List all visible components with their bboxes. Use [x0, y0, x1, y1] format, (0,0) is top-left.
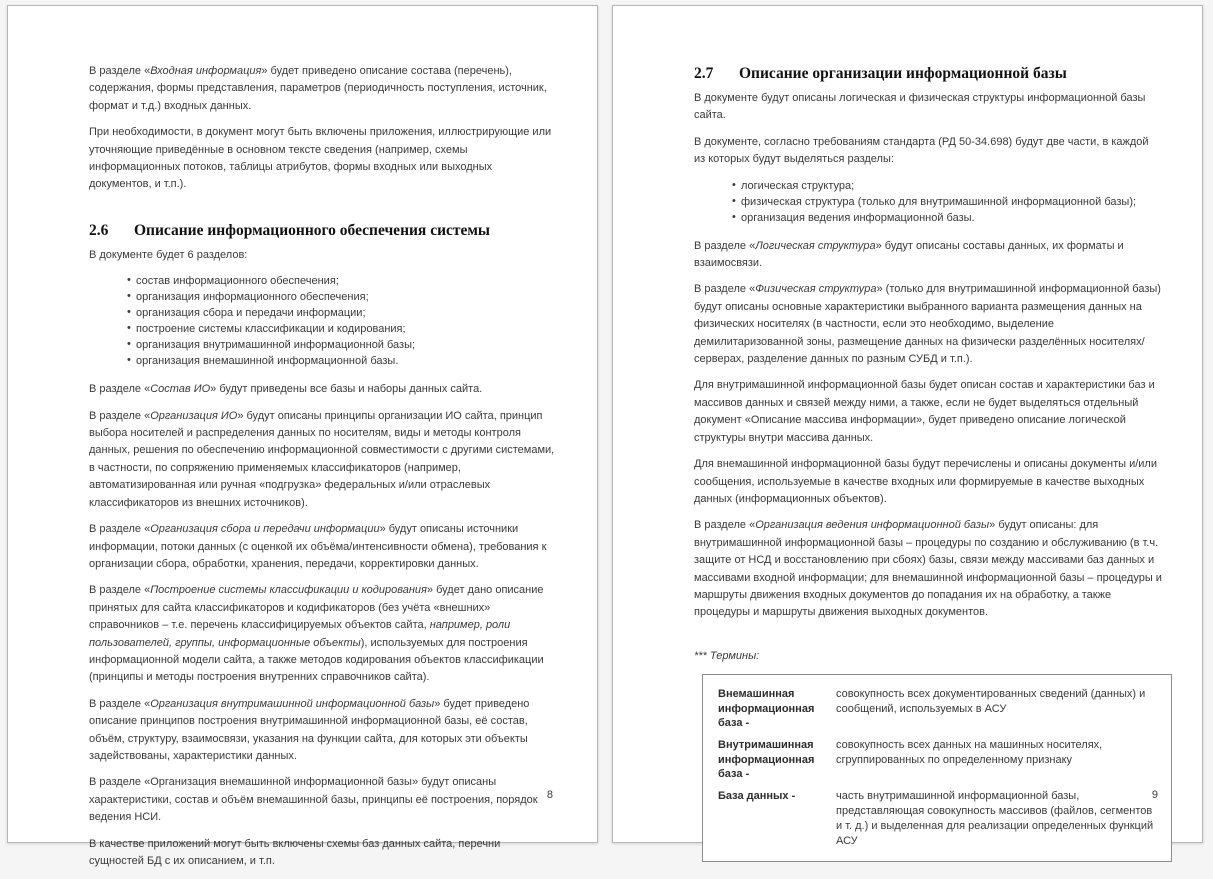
text-run: Состав ИО — [150, 383, 211, 396]
bullet-text: организация информационного обеспечения; — [136, 291, 369, 304]
bullet-text: состав информационного обеспечения; — [136, 275, 339, 288]
bullet-list — [89, 273, 557, 369]
paragraph — [694, 456, 1162, 508]
bullet-marker-icon: • — [127, 338, 131, 351]
text-run: » (только для внутримашинной информационной базы) будут описаны основные характеристики выбранного варианта размещения данных на физических носителях (в частности, если это необходимо, выделение демилитаризованной зоны, размещение данных на физически разделённых носителях/серверах, разделение данных по разным СУБД и т.п.). — [694, 283, 1161, 366]
text-run: В разделе « — [89, 65, 151, 77]
bullet-item — [694, 210, 1162, 226]
bullet-text: построение системы классификации и кодирования; — [136, 323, 406, 336]
text-run: Организация сбора и передачи информации — [150, 523, 380, 536]
section-number: 2.6 — [89, 221, 109, 239]
text-run: В разделе « — [89, 523, 151, 536]
bullet-item — [89, 353, 557, 369]
bullet-marker-icon: • — [127, 322, 131, 335]
bullet-marker-icon: • — [127, 306, 131, 319]
text-run: Для внемашинной информационной базы будут перечислены и описаны документы и/или сообщения, используемые в качестве входных или формируемые в качестве выходных данных (информационных объектов). — [694, 458, 1157, 505]
text-run: » будет приведено описание принципов построения внутримашинной информационной базы, её состав, объём, структуру, взаимосвязи, указания на функции сайта, для которых эти объекты задействованы, характеристики данных. — [89, 697, 530, 762]
bullet-marker-icon: • — [127, 274, 131, 287]
paragraph — [694, 90, 1162, 125]
text-run: Построение системы классификации и кодирования — [150, 584, 427, 597]
text-run: В разделе « — [89, 383, 151, 396]
text-run: Логическая структура — [755, 239, 876, 252]
text-run: В разделе «Организация внемашинной информационной базы» будут описаны характеристики, состав и объём внемашинной базы, принципы её построения, порядок ведения НСИ. — [89, 776, 538, 824]
text-run: В качестве приложений могут быть включены схемы баз данных сайта, перечни сущностей БД с их описанием, и т.п. — [89, 837, 501, 867]
term-name: База данных - — [718, 789, 796, 802]
term-name: Внутримашинная информационная база - — [718, 738, 815, 781]
term-row — [718, 687, 1157, 731]
terms-table — [702, 674, 1172, 861]
paragraph — [89, 63, 557, 115]
term-row — [718, 789, 1157, 850]
bullet-marker-icon: • — [732, 210, 736, 223]
bullet-item — [89, 289, 557, 305]
section-title: Описание организации информационной базы — [739, 65, 1067, 82]
text-run: Входная информация — [150, 65, 262, 77]
paragraph — [89, 582, 557, 686]
bullet-item — [694, 178, 1162, 194]
text-run: В разделе « — [694, 239, 756, 252]
text-run: *** Термины: — [694, 649, 760, 662]
text-run: » будут приведены все базы и наборы данных сайта. — [210, 383, 483, 396]
paragraph — [694, 134, 1162, 169]
text-run: » будут описаны источники информации, потоки данных (с оценкой их объёма/интенсивности обмена), требования к организации сбора, обработки, хранения, передачи, корректировки данных. — [89, 523, 547, 570]
bullet-text: физическая структура (только для внутримашинной информационной базы); — [741, 195, 1137, 208]
text-run: В разделе « — [694, 283, 756, 296]
text-run: Физическая структура — [755, 283, 877, 296]
text-run: В разделе « — [89, 697, 151, 710]
text-run: » будет приведено описание состава (перечень), содержания, формы представления, параметров (периодичность поступления, источник, формат и т.д.) входных данных. — [89, 65, 547, 112]
page-number: 8 — [546, 789, 553, 801]
text-run: В документе, согласно требованиям стандарта (РД 50-34.698) будут две части, в каждой из которых будут выделяться разделы: — [694, 135, 1149, 166]
paragraph — [89, 408, 557, 512]
paragraph — [89, 836, 557, 871]
text-run: » будут описаны: для внутримашинной информационной базы – процедуры по созданию и обслуживанию (в т.ч. защите от НСД и восстановлению при сбоях) базы, связи между массивами баз данных и массивами входной информации; для внемашинной информационной базы – процедуры и маршруты движения входных документов до попадания их на обработку, а также процедуры и маршруты движения выходных документов. — [694, 519, 1162, 619]
text-run: » будут описаны принципы организации ИО сайта, принцип выбора носителей и распределения данных по носителям, виды и методы контроля данных, решения по обеспечению информационной совместимости с другими системами, в частности, по сопряжению применяемых классификаторов (например, автоматизированная или ручная «подгрузка» федеральных и/или отраслевых классификаторов из внешних источников). — [89, 409, 555, 509]
text-run: В разделе « — [694, 519, 756, 532]
text-run: Организация внутримашинной информационной базы — [150, 697, 435, 710]
page-number: 9 — [1151, 789, 1158, 801]
bullet-text: логическая структура; — [741, 179, 855, 192]
page-8 — [7, 5, 598, 867]
text-run: Организация ведения информационной базы — [755, 519, 990, 532]
bullet-text: организация ведения информационной базы. — [741, 211, 975, 224]
bullet-text: организация внутримашинной информационной базы; — [136, 339, 416, 352]
page-content — [694, 63, 1162, 862]
text-run: ), используемых для построения информационной модели сайта, а также методов кодирования объектов классификации (принципы и методы построения внутренних справочников сайта). — [89, 636, 544, 684]
bullet-item — [89, 305, 557, 321]
term-definition: часть внутримашинной информационной базы, представляющая совокупность массивов (файлов, сегментов и т. д.) и выделенная для реализации определенных функций АСУ — [836, 789, 1154, 848]
paragraph — [89, 247, 557, 264]
bullet-marker-icon: • — [732, 194, 736, 207]
section-heading — [89, 220, 557, 241]
bullet-marker-icon: • — [732, 178, 736, 191]
paragraph — [694, 238, 1162, 273]
bullet-marker-icon: • — [127, 354, 131, 367]
term-name: Внемашинная информационная база - — [718, 688, 815, 730]
bullet-list — [694, 178, 1162, 226]
text-run: » будет дано описание принятых для сайта классификаторов и кодификаторов (без учёта «внешних» справочников – т.е. перечень классифицируемых объектов сайта, — [89, 584, 544, 632]
text-run: В документе будет 6 разделов: — [89, 248, 248, 261]
bullet-text: организация сбора и передачи информации; — [136, 307, 366, 320]
section-number: 2.7 — [694, 65, 714, 82]
bullet-item — [694, 194, 1162, 210]
paragraph — [89, 124, 557, 194]
bullet-item — [89, 321, 557, 337]
text-run: В разделе « — [89, 409, 151, 422]
text-run: При необходимости, в документ могут быть включены приложения, иллюстрирующие или уточняющие приведённые в основном тексте сведения (например, схемы информационных потоков, таблицы атрибутов, формы входных или выходных документов, и т.п.). — [89, 126, 552, 191]
bullet-item — [89, 273, 557, 289]
page-content — [89, 63, 557, 879]
text-run: В разделе « — [89, 584, 151, 597]
paragraph — [694, 281, 1162, 368]
paragraph — [89, 774, 557, 826]
text-run: В документе будут описаны логическая и физическая структуры информационной базы сайта. — [694, 92, 1146, 122]
bullet-text: организация внемашинной информационной базы. — [136, 355, 399, 368]
section-title: Описание информационного обеспечения системы — [134, 221, 491, 239]
paragraph — [89, 521, 557, 573]
section-heading — [694, 63, 1162, 84]
terms-note — [694, 648, 1162, 665]
text-run: Организация ИО — [150, 409, 238, 422]
page-9 — [612, 5, 1203, 848]
paragraph — [694, 517, 1162, 621]
term-row — [718, 738, 1157, 782]
paragraph — [694, 377, 1162, 447]
text-run: Для внутримашинной информационной базы будет описан состав и характеристики баз и массивов данных и связей между ними, а также, если не будет выделяться отдельный документ «Описание массива информации», будет приведено описание логической структуры внутри массива данных. — [694, 379, 1155, 444]
text-run: например, роли пользователей, группы, информационные объекты — [89, 619, 511, 649]
term-definition: совокупность всех документированных сведений (данных) и сообщений, используемых в АСУ — [836, 688, 1146, 716]
paragraph — [89, 696, 557, 766]
term-definition: совокупность всех данных на машинных носителях, сгруппированных по определенному признаку — [836, 738, 1103, 767]
bullet-item — [89, 337, 557, 353]
paragraph — [89, 381, 557, 398]
bullet-marker-icon: • — [127, 290, 131, 303]
text-run: » будут описаны составы данных, их форматы и взаимосвязи. — [694, 239, 1124, 270]
